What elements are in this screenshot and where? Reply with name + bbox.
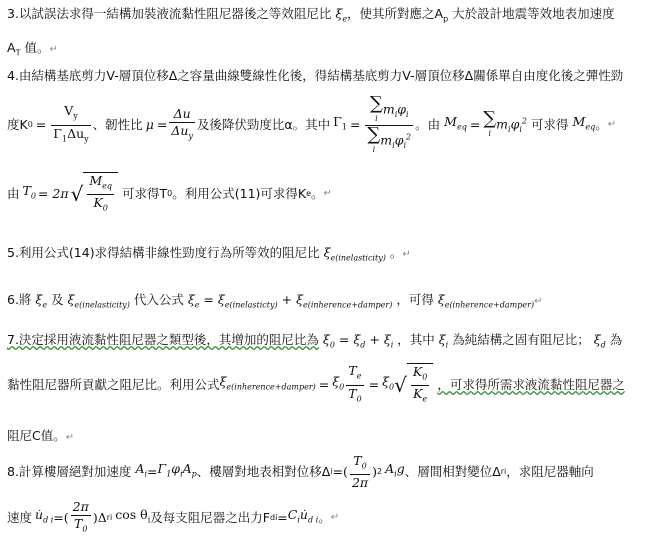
text: 大於設計地震等效地表加速度 xyxy=(452,6,615,21)
2pi-over-period-fraction: $\frac{2\pi}{T_0}$ xyxy=(71,499,91,538)
text: 、韌性比 xyxy=(92,117,143,132)
paragraph-mark-icon: ↵ xyxy=(330,512,340,523)
meq-sum: ∑ i $m_i\varphi_i^2$ xyxy=(483,108,527,138)
close-paren-delta: )Δ xyxy=(92,510,107,525)
text: 。利用公式(11)可求得K xyxy=(172,186,307,201)
paragraph-mark-icon: ↵ xyxy=(323,188,332,199)
mu-symbol: μ xyxy=(145,117,154,132)
text: 速度 xyxy=(7,510,33,525)
equals: = xyxy=(156,117,168,132)
text: 阻尼C值。 xyxy=(7,428,66,443)
equals: = xyxy=(35,117,47,132)
participation-factor-fraction: ∑ i $m_i\varphi_i$ ∑ i $m_i\varphi_i^2$ xyxy=(367,92,412,154)
xi-symbol: $\xi_{e(inherence+damper)}$ xyxy=(296,292,393,310)
text: ，可求得所需求液流黏性阻尼器之 xyxy=(437,377,625,392)
text: 值。 xyxy=(24,40,50,55)
step-6-line xyxy=(7,292,662,314)
xi-symbol: $\xi_0$ xyxy=(382,374,395,392)
paragraph-mark-icon: ↵ xyxy=(402,249,411,260)
velocity-symbol: $u̇_{d i}$ xyxy=(35,507,54,525)
gamma-symbol: $\Gamma_1$ xyxy=(333,114,347,132)
text: 4.由結構基底剪力V-層頂位移Δ之容量曲線雙線性化後，得結構基底剪力V-層頂位移Δ關係單自由度化後之彈性勁 xyxy=(7,68,624,83)
step-8-line-2 xyxy=(7,498,662,538)
subscript: p xyxy=(443,14,449,24)
equals: = xyxy=(368,377,380,392)
plus: + xyxy=(281,292,293,307)
equals: = xyxy=(338,332,350,347)
equals: = xyxy=(318,377,330,392)
damper-force-symbol: $C_iu̇_{d i}$ xyxy=(287,507,319,525)
subscript: T xyxy=(15,48,21,58)
meq-symbol: $M_{eq}$ xyxy=(444,114,467,132)
text: 黏性阻尼器所貢獻之阻尼比。利用公式 xyxy=(7,377,220,392)
close-paren: ) xyxy=(372,464,377,479)
step-4-line-3 xyxy=(7,168,662,220)
plus: + xyxy=(369,332,380,347)
step-3-line-2 xyxy=(7,40,662,62)
text: ，可得 xyxy=(396,292,434,307)
text: 。由 xyxy=(415,117,441,132)
text: 由 xyxy=(7,186,20,201)
text: 為純結構之固有阻尼比； xyxy=(452,332,590,347)
text: 。 xyxy=(311,186,324,201)
equals-2pi: = 2π xyxy=(37,186,69,201)
text: 代入公式 xyxy=(133,292,184,307)
text: 、樓層對地表相對位移Δ xyxy=(196,464,331,479)
text: 7.決定採用液流黏性阻尼器之類型後，其增加的阻尼比為 xyxy=(7,332,319,347)
step-3-line-1 xyxy=(7,6,662,28)
xi-symbol: $\xi_e$ xyxy=(335,6,348,24)
text: 。 xyxy=(389,245,403,260)
ag-symbol: $A_ig$ xyxy=(385,461,405,479)
xi-symbol: $\xi_0$ xyxy=(332,374,345,392)
paragraph-mark-icon: ↵ xyxy=(607,119,617,130)
ai-symbol: $A_i$ xyxy=(135,461,148,479)
period-over-2pi-fraction: $\frac{T_0}{2\pi}$ xyxy=(351,452,369,491)
xi-symbol: $\xi_{e(inelasticty)}$ xyxy=(217,292,278,310)
superscript: 2 xyxy=(377,467,383,476)
text: 及 xyxy=(51,292,64,307)
stiffness-fraction: $\frac{V_y}{\Gamma_1\Delta u_y}$ xyxy=(51,103,90,147)
text: 及每支阻尼器之出力F xyxy=(150,510,270,525)
meq-symbol: $M_{eq}$ xyxy=(572,114,596,132)
equals: = xyxy=(203,292,214,307)
cos-theta: $\cos \theta_i$ xyxy=(115,507,151,525)
paragraph-mark-icon: ↵ xyxy=(65,432,75,443)
step-7-line-1 xyxy=(7,332,662,354)
text: 、層間相對變位Δ xyxy=(404,464,501,479)
text: 。 xyxy=(595,117,608,132)
text: 及後降伏勁度比α。其中 xyxy=(196,117,331,132)
subscript: ri xyxy=(106,513,113,522)
xi-symbol: $\xi_d$ xyxy=(353,332,366,350)
subscript: 0 xyxy=(27,120,33,129)
text: 8.計算樓層絕對加速度 xyxy=(7,464,132,479)
t0-symbol: $T_0$ xyxy=(22,183,36,201)
xi-symbol: $\xi_i$ xyxy=(383,332,394,350)
text: 6.將 xyxy=(7,292,32,307)
xi-symbol: $\xi_i$ xyxy=(438,332,449,350)
equals-paren: =( xyxy=(332,464,348,479)
text: 3.以試誤法求得一結構加裝液流黏性阻尼器後之等效阻尼比 xyxy=(7,6,332,21)
gamma-phi-ap: $\Gamma_1\varphi_iA_p$ xyxy=(157,461,197,479)
xi-symbol: $\xi_{e(inherence+damper)}$ xyxy=(219,374,316,392)
sqrt-radical: √ $\frac{M_{eq}}{K_0}$ xyxy=(71,172,118,217)
step-8-line-1 xyxy=(7,452,662,492)
equals: = xyxy=(277,510,288,525)
step-4-line-2 xyxy=(7,92,662,158)
subscript: e xyxy=(306,189,312,198)
xi-symbol: $\xi_{e(inelasticity)}$ xyxy=(67,292,130,310)
xi-symbol: $\xi_e$ xyxy=(187,292,200,310)
equals: = xyxy=(147,464,158,479)
step-4-line-1 xyxy=(7,68,662,84)
period-ratio-fraction: $\frac{T_e}{T_0}$ xyxy=(346,363,363,407)
text: 可求得T xyxy=(122,186,168,201)
ductility-fraction: $\frac{\Delta u}{\Delta u_y}$ xyxy=(169,106,195,145)
subscript: di xyxy=(269,513,278,522)
xi-symbol: $\xi_{e(inelasticity)}$ xyxy=(323,245,386,263)
text: ，其中 xyxy=(397,332,435,347)
equals: = xyxy=(469,117,481,132)
text: 可求得 xyxy=(531,117,569,132)
text: 5.利用公式(14)求得結構非線性勁度行為所等效的阻尼比 xyxy=(7,245,320,260)
equals-paren: =( xyxy=(53,510,69,525)
text: ，使其所對應之A xyxy=(347,6,444,21)
text: 度K xyxy=(7,117,28,132)
xi-symbol: $\xi_d$ xyxy=(593,332,606,350)
xi-symbol: $\xi_e$ xyxy=(35,292,48,310)
equals: = xyxy=(349,117,361,132)
subscript: i xyxy=(330,467,333,476)
subscript: 0 xyxy=(167,189,173,198)
subscript: ri xyxy=(500,467,507,476)
paragraph-mark-icon: ↵ xyxy=(534,296,543,307)
text: 為 xyxy=(609,332,623,347)
text: A xyxy=(7,40,16,55)
step-7-line-3 xyxy=(7,428,662,446)
paragraph-mark-icon: ↵ xyxy=(49,44,58,55)
step-5-line xyxy=(7,245,662,267)
text: 。 xyxy=(318,510,331,525)
step-7-line-2 xyxy=(7,360,662,410)
xi-symbol: $\xi_0$ xyxy=(322,332,335,350)
text: ，求阻尼器軸向 xyxy=(506,464,594,479)
sqrt-radical: √ $\frac{K_0}{K_e}$ xyxy=(394,363,433,408)
xi-symbol: $\xi_{e(inherence+damper)}$ xyxy=(437,292,535,310)
